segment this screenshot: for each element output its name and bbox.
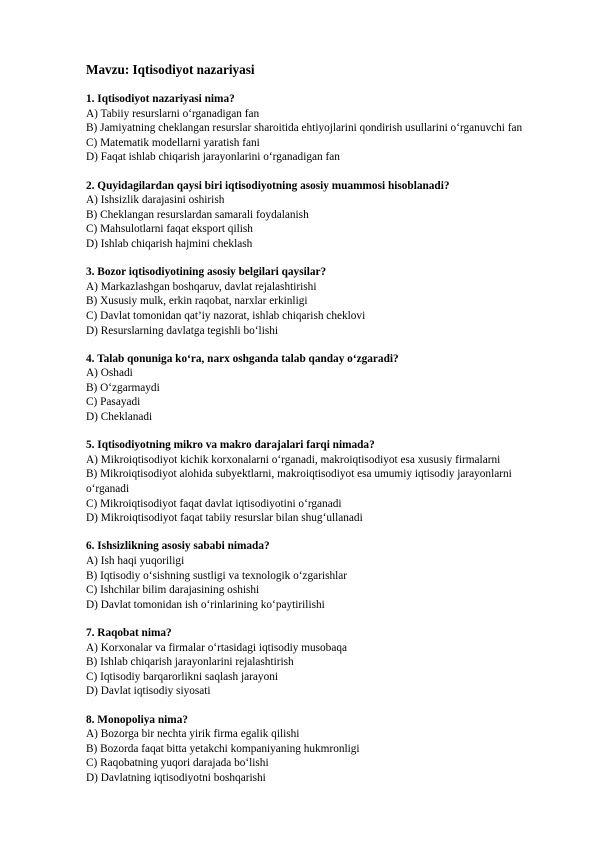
answer-option-b: B) Iqtisodiy o‘sishning sustligi va texnologik o‘zgarishlar [86,569,348,582]
question-block-6 [86,539,586,612]
question-block-8 [86,713,586,786]
answer-option-c: C) Mahsulotlarni faqat eksport qilish [86,223,253,236]
question-text: 6. Ishsizlikning asosiy sababi nimada? [86,540,270,553]
answer-option-a: A) Bozorga bir nechta yirik firma egalik qilishi [86,728,300,741]
answer-option-b: B) Xususiy mulk, erkin raqobat, narxlar erkinligi [86,295,308,308]
answer-option-b: B) Bozorda faqat bitta yetakchi kompaniyaning hukmronligi [86,742,360,755]
question-block-7 [86,626,586,699]
answer-option-c: C) Ishchilar bilim darajasining oshishi [86,584,260,597]
question-block-5 [86,438,586,526]
answer-option-b: B) Cheklangan resurslardan samarali foydalanish [86,208,309,221]
answer-option-a: A) Tabiiy resurslarni o‘rganadigan fan [86,107,260,120]
answer-option-c: C) Raqobatning yuqori darajada bo‘lishi [86,757,269,770]
answer-option-a: A) Korxonalar va firmalar o‘rtasidagi iqtisodiy musobaqa [86,641,348,654]
answer-option-a: A) Ishsizlik darajasini oshirish [86,194,225,207]
answer-option-a: A) Ish haqi yuqoriligi [86,555,185,567]
question-text: 5. Iqtisodiyotning mikro va makro darajalari farqi nimada? [86,439,375,452]
answer-option-a: A) Mikroiqtisodiyot kichik korxonalarni o‘rganadi, makroiqtisodiyot esa xususiy firmalarni [86,453,501,466]
document-page [86,62,586,799]
question-text: 8. Monopoliya nima? [86,713,188,726]
question-text: 3. Bozor iqtisodiyotining asosiy belgilari qaysilar? [86,266,327,279]
answer-option-d: D) Davlat iqtisodiy siyosati [86,685,211,698]
answer-option-b: B) Mikroiqtisodiyot alohida subyektlarni, makroiqtisodiyot esa umumiy iqtisodiy jarayonlarni o‘rganadi [86,468,512,496]
answer-option-b: B) O‘zgarmaydi [86,381,160,394]
question-block-1 [86,92,586,165]
answer-option-d: D) Davlatning iqtisodiyotni boshqarishi [86,771,266,784]
answer-option-c: C) Pasayadi [86,396,141,409]
answer-option-d: D) Mikroiqtisodiyot faqat tabiiy resurslar bilan shug‘ullanadi [86,512,363,525]
question-text: 4. Talab qonuniga ko‘ra, narx oshganda talab qanday o‘zgaradi? [86,352,399,365]
question-text: 1. Iqtisodiyot nazariyasi nima? [86,93,235,105]
answer-option-c: C) Davlat tomonidan qat’iy nazorat, ishlab chiqarish cheklovi [86,309,366,322]
answer-option-c: C) Mikroiqtisodiyot faqat davlat iqtisodiyotini o‘rganadi [86,497,342,510]
answer-option-a: A) Markazlashgan boshqaruv, davlat rejalashtirishi [86,280,317,293]
answer-option-d: D) Resurslarning davlatga tegishli bo‘lishi [86,324,279,337]
answer-option-b: B) Ishlab chiqarish jarayonlarini rejalashtirish [86,656,294,669]
answer-option-b: B) Jamiyatning cheklangan resurslar sharoitida ehtiyojlarini qondirish usullarini o‘rganuvchi fan [86,122,523,135]
question-block-3 [86,265,586,338]
answer-option-d: D) Davlat tomonidan ish o‘rinlarining ko‘paytirilishi [86,598,325,611]
answer-option-d: D) Faqat ishlab chiqarish jarayonlarini o‘rganadigan fan [86,151,340,164]
document-title: Mavzu: Iqtisodiyot nazariyasi [86,62,255,77]
question-block-2 [86,179,586,252]
question-text: 7. Raqobat nima? [86,626,172,639]
answer-option-d: D) Cheklanadi [86,411,153,424]
question-block-4 [86,352,586,425]
question-text: 2. Quyidagilardan qaysi biri iqtisodiyotning asosiy muammosi hisoblanadi? [86,179,450,192]
answer-option-c: C) Iqtisodiy barqarorlikni saqlash jarayoni [86,670,279,683]
answer-option-a: A) Oshadi [86,367,133,380]
answer-option-c: C) Matematik modellarni yaratish fani [86,136,260,149]
answer-option-d: D) Ishlab chiqarish hajmini cheklash [86,237,253,250]
